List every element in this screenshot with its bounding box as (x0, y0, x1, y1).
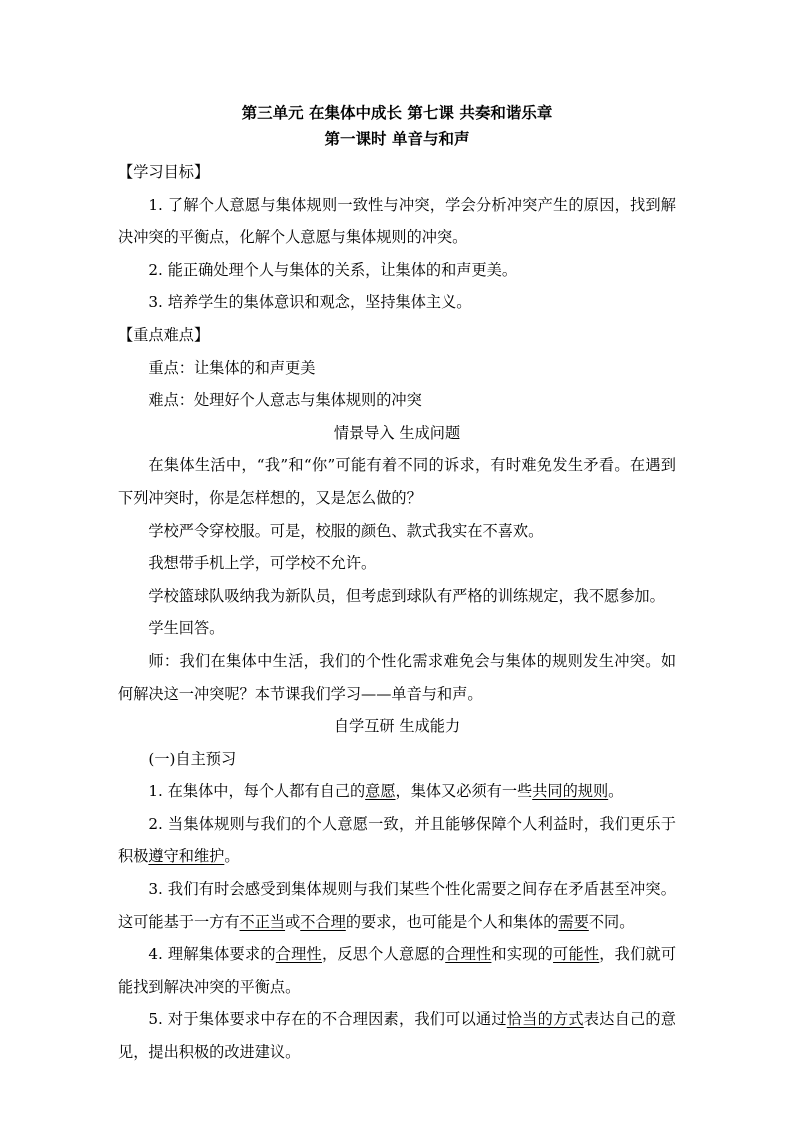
underlined-answer: 遵守和维护 (148, 847, 225, 866)
document-subtitle: 第一课时 单音与和声 (324, 129, 470, 148)
goal-item: 3. 培养学生的集体意识和观念，坚持集体主义。 (148, 293, 472, 312)
text-run: ，反思个人意愿的 (321, 945, 446, 964)
goal-item: 2. 能正确处理个人与集体的关系，让集体的和声更美。 (148, 260, 518, 279)
text-run: 3. 我们有时会感受到集体规则与我们某些个性化需要之间存在矛盾甚至冲突。这可能基于一方有 (118, 880, 676, 931)
preview-item-4 (118, 938, 676, 1003)
underlined-answer: 可能性 (553, 945, 600, 964)
text-run: 2. 当集体规则与我们的个人意愿一致，并且能够保障个人利益时，我们更乐于积极 (118, 814, 676, 866)
underlined-answer: 恰当的方式 (506, 1010, 584, 1029)
intro-paragraph: 我想带手机上学，可学校不允许。 (148, 554, 377, 573)
text-run: 和实现的 (491, 945, 554, 964)
document-title: 第三单元 在集体中成长 第七课 共奏和谐乐章 (241, 103, 553, 122)
text-run: 4. 理解集体要求的 (148, 945, 276, 964)
intro-paragraph: 学校篮球队吸纳我为新队员，但考虑到球队有严格的训练规定，我不愿参加。 (148, 586, 665, 605)
text-run: 。 (608, 782, 624, 801)
text-run: ，集体又必须有一些 (395, 782, 533, 801)
underlined-answer: 共同的规则 (532, 782, 609, 801)
intro-paragraph: 学校严令穿校服。可是，校服的颜色、款式我实在不喜欢。 (148, 521, 544, 540)
intro-paragraph: 学生回答。 (148, 619, 225, 638)
underlined-answer: 不合理 (300, 912, 346, 931)
goal-item: 1. 了解个人意愿与集体规则一致性与冲突，学会分析冲突产生的原因，找到解决冲突的平衡点，化解个人意愿与集体规则的冲突。 (118, 195, 676, 247)
underlined-answer: 需要 (558, 912, 589, 931)
preview-item-3 (118, 873, 676, 938)
preview-item-1 (118, 775, 676, 808)
goals-heading: 【学习目标】 (118, 163, 210, 181)
text-run: ，我们就可能找到解决冲突的平衡点。 (118, 945, 677, 996)
underlined-answer: 意愿 (365, 782, 396, 801)
underlined-answer: 不正当 (239, 912, 286, 931)
keypoints-heading: 【重点难点】 (118, 325, 210, 344)
underlined-answer: 合理性 (445, 945, 492, 964)
text-run: 5. 对于集体要求中存在的不合理因素，我们可以通过 (148, 1010, 507, 1029)
difficulty: 难点：处理好个人意志与集体规则的冲突 (148, 391, 422, 410)
document-content (118, 100, 676, 1069)
text-run: 或 (285, 912, 301, 931)
text-run: 表达自己的意见，提出积极的改进建议。 (118, 1010, 676, 1062)
preview-item-2 (118, 808, 676, 873)
intro-paragraph: 在集体生活中，“我”和“你”可能有着不同的诉求，有时难免发生矛看。在遇到下列冲突时，你是怎样想的，又是怎么做的？ (118, 456, 676, 507)
text-run: 不同。 (588, 912, 635, 931)
preview-heading: (一)自主预习 (148, 749, 237, 768)
section-heading-study: 自学互研 生成能力 (333, 717, 461, 736)
text-run: 1. 在集体中，每个人都有自己的 (148, 782, 366, 801)
text-run: 。 (224, 847, 240, 866)
intro-paragraph: 师：我们在集体中生活，我们的个性化需求难免会与集体的规则发生冲突。如何解决这一冲突呢？本节课我们学习——单音与和声。 (118, 651, 676, 703)
underlined-answer: 合理性 (275, 945, 322, 964)
preview-item-5 (118, 1003, 676, 1068)
text-run: 的要求，也可能是个人和集体的 (345, 912, 559, 931)
section-heading-intro: 情景导入 生成问题 (333, 423, 461, 442)
keypoint: 重点：让集体的和声更美 (148, 358, 316, 377)
